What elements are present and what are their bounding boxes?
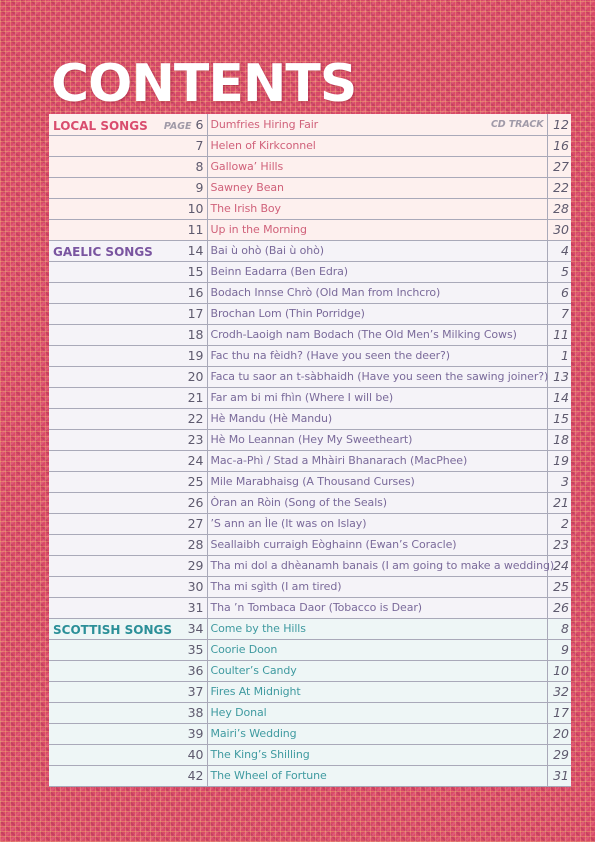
page-number-cell bbox=[157, 408, 207, 429]
page-number: 25 bbox=[187, 474, 204, 489]
song-title: Up in the Morning bbox=[210, 223, 307, 236]
table-row bbox=[49, 387, 571, 408]
table-row bbox=[49, 198, 571, 219]
cd-track-cell bbox=[547, 261, 571, 282]
page-number-cell bbox=[157, 702, 207, 723]
table-row bbox=[49, 135, 571, 156]
section-cell bbox=[49, 555, 157, 576]
cd-track-number: 15 bbox=[553, 411, 569, 426]
page-number: 42 bbox=[187, 768, 204, 783]
contents-table-body bbox=[49, 114, 571, 786]
cd-track-number: 8 bbox=[561, 621, 569, 636]
song-title-cell bbox=[207, 135, 547, 156]
section-cell bbox=[49, 219, 157, 240]
page-number-cell bbox=[157, 240, 207, 261]
song-title: Hè Mandu (Hè Mandu) bbox=[210, 412, 333, 425]
table-row bbox=[49, 408, 571, 429]
table-row bbox=[49, 114, 571, 135]
section-cell bbox=[49, 576, 157, 597]
cd-track-cell bbox=[547, 345, 571, 366]
song-title: Hey Donal bbox=[210, 706, 267, 719]
page-number-cell bbox=[157, 765, 207, 786]
page-number-cell bbox=[157, 660, 207, 681]
song-title-cell bbox=[207, 492, 547, 513]
page-number: 40 bbox=[187, 747, 204, 762]
page-number-cell bbox=[157, 156, 207, 177]
cd-track-number: 7 bbox=[561, 306, 569, 321]
song-title: Mac-a-Phì / Stad a Mhàiri Bhanarach (MacPhee) bbox=[210, 454, 468, 467]
cd-track-cell bbox=[547, 534, 571, 555]
page-number-cell bbox=[157, 303, 207, 324]
cd-track-cell bbox=[547, 408, 571, 429]
song-title: Fac thu na fèidh? (Have you seen the deer?) bbox=[210, 349, 450, 362]
page-number: 30 bbox=[187, 579, 204, 594]
cd-track-number: 18 bbox=[553, 432, 569, 447]
section-cell bbox=[49, 387, 157, 408]
song-title: Helen of Kirkconnel bbox=[210, 139, 316, 152]
section-cell bbox=[49, 744, 157, 765]
song-title: The King’s Shilling bbox=[210, 748, 310, 761]
cd-track-cell bbox=[547, 702, 571, 723]
page-number-cell bbox=[157, 513, 207, 534]
page-number: 28 bbox=[187, 537, 204, 552]
cd-track-number: 12 bbox=[553, 116, 569, 132]
page-number-cell bbox=[157, 135, 207, 156]
cd-track-cell bbox=[547, 387, 571, 408]
section-cell bbox=[49, 597, 157, 618]
table-row bbox=[49, 156, 571, 177]
page-number: 38 bbox=[187, 705, 204, 720]
cd-track-number: 22 bbox=[553, 180, 569, 195]
cd-track-cell bbox=[547, 282, 571, 303]
cd-track-cell bbox=[547, 324, 571, 345]
table-row bbox=[49, 324, 571, 345]
song-title: Bodach Innse Chrò (Old Man from Inchcro) bbox=[210, 286, 441, 299]
page-number: 26 bbox=[187, 495, 204, 510]
song-title: Fires At Midnight bbox=[210, 685, 301, 698]
cd-track-cell bbox=[547, 450, 571, 471]
table-row bbox=[49, 597, 571, 618]
song-title: Hè Mo Leannan (Hey My Sweetheart) bbox=[210, 433, 413, 446]
song-title: Òran an Ròin (Song of the Seals) bbox=[210, 496, 387, 509]
section-cell bbox=[49, 492, 157, 513]
section-cell bbox=[49, 450, 157, 471]
table-row bbox=[49, 303, 571, 324]
cd-track-cell bbox=[547, 219, 571, 240]
song-title-cell bbox=[207, 744, 547, 765]
page-number: 10 bbox=[187, 201, 204, 216]
song-title-cell bbox=[207, 702, 547, 723]
cd-track-cell bbox=[547, 744, 571, 765]
table-row bbox=[49, 345, 571, 366]
cd-track-number: 9 bbox=[561, 642, 569, 657]
cd-track-number: 28 bbox=[553, 201, 569, 216]
page-number: 23 bbox=[187, 432, 204, 447]
song-title: Bai ù ohò (Bai ù ohò) bbox=[210, 244, 324, 257]
section-cell bbox=[49, 177, 157, 198]
cd-track-cell bbox=[547, 429, 571, 450]
cd-track-number: 31 bbox=[553, 768, 569, 783]
page-number-cell bbox=[157, 576, 207, 597]
song-title-cell bbox=[207, 681, 547, 702]
page-number-cell bbox=[157, 282, 207, 303]
page-number: 14 bbox=[187, 243, 204, 258]
cd-track-number: 4 bbox=[561, 243, 569, 258]
table-row bbox=[49, 261, 571, 282]
song-title: Come by the Hills bbox=[210, 622, 306, 635]
page-number-cell bbox=[157, 723, 207, 744]
page-number: 27 bbox=[187, 516, 204, 531]
table-row bbox=[49, 723, 571, 744]
table-row bbox=[49, 576, 571, 597]
page-number-cell bbox=[157, 639, 207, 660]
song-title: Crodh-Laoigh nam Bodach (The Old Men’s Milking Cows) bbox=[210, 328, 517, 341]
section-cell bbox=[49, 660, 157, 681]
song-title: Sawney Bean bbox=[210, 181, 284, 194]
section-cell bbox=[49, 429, 157, 450]
section-cell bbox=[49, 114, 157, 135]
page-column-header: PAGE bbox=[163, 120, 192, 132]
page-number-cell bbox=[157, 597, 207, 618]
song-title-cell bbox=[207, 198, 547, 219]
song-title-cell bbox=[207, 555, 555, 576]
cd-track-cell bbox=[547, 135, 571, 156]
cd-track-number: 14 bbox=[553, 390, 569, 405]
page-number: 35 bbox=[187, 642, 204, 657]
section-cell bbox=[49, 135, 157, 156]
cd-track-number: 2 bbox=[561, 516, 569, 531]
cd-track-number: 20 bbox=[553, 726, 569, 741]
page-number: 29 bbox=[187, 558, 204, 573]
page-number-cell bbox=[157, 744, 207, 765]
cd-track-number: 30 bbox=[553, 222, 569, 237]
section-label-gaelic: GAELIC SONGS bbox=[53, 245, 153, 259]
table-row bbox=[49, 513, 571, 534]
song-title-cell bbox=[207, 261, 547, 282]
cd-track-cell bbox=[547, 660, 571, 681]
table-row bbox=[49, 660, 571, 681]
section-cell bbox=[49, 345, 157, 366]
song-title-cell bbox=[207, 660, 547, 681]
song-title: Beinn Eadarra (Ben Edra) bbox=[210, 265, 348, 278]
song-title: Tha mi dol a dhèanamh banais (I am going to make a wedding) bbox=[210, 559, 555, 572]
cd-track-number: 27 bbox=[553, 159, 569, 174]
page-number: 39 bbox=[187, 726, 204, 741]
song-title: Faca tu saor an t-sàbhaidh (Have you seen the sawing joiner?) bbox=[210, 370, 549, 383]
song-title: Mairi’s Wedding bbox=[210, 727, 297, 740]
cd-track-number: 3 bbox=[561, 474, 569, 489]
page-number: 20 bbox=[187, 369, 204, 384]
table-row bbox=[49, 681, 571, 702]
section-cell bbox=[49, 723, 157, 744]
page-number-cell bbox=[157, 198, 207, 219]
section-cell bbox=[49, 282, 157, 303]
page-number-cell bbox=[157, 387, 207, 408]
song-title-cell bbox=[207, 114, 547, 135]
table-row bbox=[49, 240, 571, 261]
song-title-cell bbox=[207, 597, 547, 618]
cd-track-column-header: CD TRACK bbox=[490, 118, 544, 130]
page-number-cell bbox=[157, 681, 207, 702]
cd-track-number: 19 bbox=[553, 453, 569, 468]
page-number-cell bbox=[157, 114, 207, 135]
section-cell bbox=[49, 240, 157, 261]
cd-track-number: 6 bbox=[561, 285, 569, 300]
page-number-cell bbox=[157, 345, 207, 366]
song-title: ’S ann an Ìle (It was on Islay) bbox=[210, 517, 367, 530]
song-title-cell bbox=[207, 240, 547, 261]
table-row bbox=[49, 555, 571, 576]
page-number-cell bbox=[157, 366, 207, 387]
page-number-cell bbox=[157, 534, 207, 555]
song-title-cell bbox=[207, 576, 547, 597]
cd-track-cell bbox=[547, 471, 571, 492]
cd-track-number: 26 bbox=[553, 600, 569, 615]
section-cell bbox=[49, 702, 157, 723]
song-title: Seallaibh curraigh Eòghainn (Ewan’s Coracle) bbox=[210, 538, 457, 551]
cd-track-cell bbox=[547, 366, 571, 387]
cd-track-cell bbox=[547, 240, 571, 261]
table-row bbox=[49, 744, 571, 765]
cd-track-cell bbox=[547, 597, 571, 618]
page-number-cell bbox=[157, 261, 207, 282]
page-number-cell bbox=[157, 219, 207, 240]
table-row bbox=[49, 219, 571, 240]
cd-track-cell bbox=[547, 723, 571, 744]
cd-track-cell bbox=[547, 513, 571, 534]
section-cell bbox=[49, 534, 157, 555]
page-number-cell bbox=[157, 324, 207, 345]
section-cell bbox=[49, 198, 157, 219]
page-number: 21 bbox=[187, 390, 204, 405]
song-title: Gallowa’ Hills bbox=[210, 160, 284, 173]
song-title-cell bbox=[207, 534, 547, 555]
page-number-cell bbox=[157, 450, 207, 471]
table-row bbox=[49, 177, 571, 198]
page-number: 22 bbox=[187, 411, 204, 426]
table-row bbox=[49, 450, 571, 471]
section-cell bbox=[49, 618, 173, 639]
page-number: 9 bbox=[195, 180, 204, 195]
section-cell bbox=[49, 324, 157, 345]
song-title: Tha mi sgìth (I am tired) bbox=[210, 580, 342, 593]
cd-track-number: 10 bbox=[553, 663, 569, 678]
section-cell bbox=[49, 639, 157, 660]
cd-track-cell bbox=[547, 576, 571, 597]
cd-track-number: 25 bbox=[553, 579, 569, 594]
section-cell bbox=[49, 303, 157, 324]
contents-table bbox=[49, 114, 571, 787]
table-row bbox=[49, 471, 571, 492]
page-number: 16 bbox=[187, 285, 204, 300]
cd-track-cell bbox=[547, 765, 571, 786]
song-title-cell bbox=[207, 345, 547, 366]
section-cell bbox=[49, 765, 157, 786]
table-row bbox=[49, 366, 571, 387]
section-cell bbox=[49, 513, 157, 534]
cd-track-number: 32 bbox=[553, 684, 569, 699]
page-number: 8 bbox=[195, 159, 204, 174]
cd-track-cell bbox=[547, 492, 571, 513]
section-label-local: LOCAL SONGS bbox=[53, 118, 148, 133]
page-number: 18 bbox=[187, 327, 204, 342]
song-title: The Wheel of Fortune bbox=[210, 769, 327, 782]
section-cell bbox=[49, 681, 157, 702]
page-number: 7 bbox=[195, 138, 204, 153]
table-row bbox=[49, 618, 571, 639]
cd-track-number: 16 bbox=[553, 138, 569, 153]
song-title: The Irish Boy bbox=[210, 202, 281, 215]
section-cell bbox=[49, 156, 157, 177]
page-number-cell bbox=[157, 471, 207, 492]
section-cell bbox=[49, 366, 157, 387]
cd-track-number: 13 bbox=[553, 369, 569, 384]
song-title-cell bbox=[207, 177, 547, 198]
cd-track-cell bbox=[547, 198, 571, 219]
song-title: Tha ’n Tombaca Daor (Tobacco is Dear) bbox=[210, 601, 422, 614]
cd-track-cell bbox=[547, 639, 571, 660]
song-title-wrap bbox=[211, 118, 547, 131]
song-title-cell bbox=[207, 282, 547, 303]
page-number: 17 bbox=[187, 306, 204, 321]
page-number-cell bbox=[157, 492, 207, 513]
song-title-cell bbox=[207, 723, 547, 744]
song-title-cell bbox=[207, 219, 547, 240]
table-row bbox=[49, 702, 571, 723]
page-number-cell bbox=[157, 429, 207, 450]
song-title-cell bbox=[207, 408, 547, 429]
song-title-cell bbox=[207, 303, 547, 324]
song-title: Coorie Doon bbox=[210, 643, 278, 656]
song-title: Mile Marabhaisg (A Thousand Curses) bbox=[210, 475, 415, 488]
section-cell bbox=[49, 261, 157, 282]
page-number-cell bbox=[157, 177, 207, 198]
page-number: 34 bbox=[187, 621, 204, 636]
song-title-cell bbox=[207, 429, 547, 450]
song-title-cell bbox=[207, 513, 547, 534]
song-title-cell bbox=[207, 324, 547, 345]
song-title-cell bbox=[207, 387, 547, 408]
page-number: 37 bbox=[187, 684, 204, 699]
song-title-cell bbox=[207, 156, 547, 177]
page-number: 6 bbox=[195, 116, 204, 132]
cd-track-number: 1 bbox=[561, 348, 569, 363]
song-title: Coulter’s Candy bbox=[210, 664, 297, 677]
page-number: 19 bbox=[187, 348, 204, 363]
cd-track-number: 29 bbox=[553, 747, 569, 762]
section-label-scottish: SCOTTISH SONGS bbox=[53, 623, 173, 637]
page-number: 36 bbox=[187, 663, 204, 678]
cd-track-cell bbox=[547, 681, 571, 702]
table-row bbox=[49, 639, 571, 660]
cd-track-number: 24 bbox=[553, 558, 569, 573]
song-title-cell bbox=[207, 366, 547, 387]
song-title-cell bbox=[207, 471, 547, 492]
song-title: Brochan Lom (Thin Porridge) bbox=[210, 307, 365, 320]
section-cell bbox=[49, 408, 157, 429]
song-title-cell bbox=[207, 450, 547, 471]
page-number-cell bbox=[157, 555, 207, 576]
page-title: CONTENTS bbox=[51, 54, 357, 114]
cd-track-cell bbox=[547, 156, 571, 177]
table-row bbox=[49, 282, 571, 303]
table-row bbox=[49, 534, 571, 555]
cd-track-cell bbox=[547, 177, 571, 198]
table-row bbox=[49, 492, 571, 513]
cd-track-cell bbox=[547, 618, 571, 639]
cd-track-number: 5 bbox=[561, 264, 569, 279]
cd-track-number: 21 bbox=[553, 495, 569, 510]
page-number: 31 bbox=[187, 600, 204, 615]
cd-track-cell bbox=[547, 114, 571, 135]
cd-track-number: 17 bbox=[553, 705, 569, 720]
cd-track-cell bbox=[547, 303, 571, 324]
section-cell bbox=[49, 471, 157, 492]
song-title-cell bbox=[207, 639, 547, 660]
table-row bbox=[49, 765, 571, 786]
cd-track-number: 11 bbox=[553, 327, 569, 342]
page-number: 15 bbox=[187, 264, 204, 279]
page-number: 24 bbox=[187, 453, 204, 468]
song-title: Dumfries Hiring Fair bbox=[210, 117, 319, 131]
song-title: Far am bi mi fhìn (Where I will be) bbox=[210, 391, 394, 404]
page-number: 11 bbox=[187, 222, 204, 237]
song-title-cell bbox=[207, 618, 547, 639]
table-row bbox=[49, 429, 571, 450]
cd-track-number: 23 bbox=[553, 537, 569, 552]
song-title-cell bbox=[207, 765, 547, 786]
